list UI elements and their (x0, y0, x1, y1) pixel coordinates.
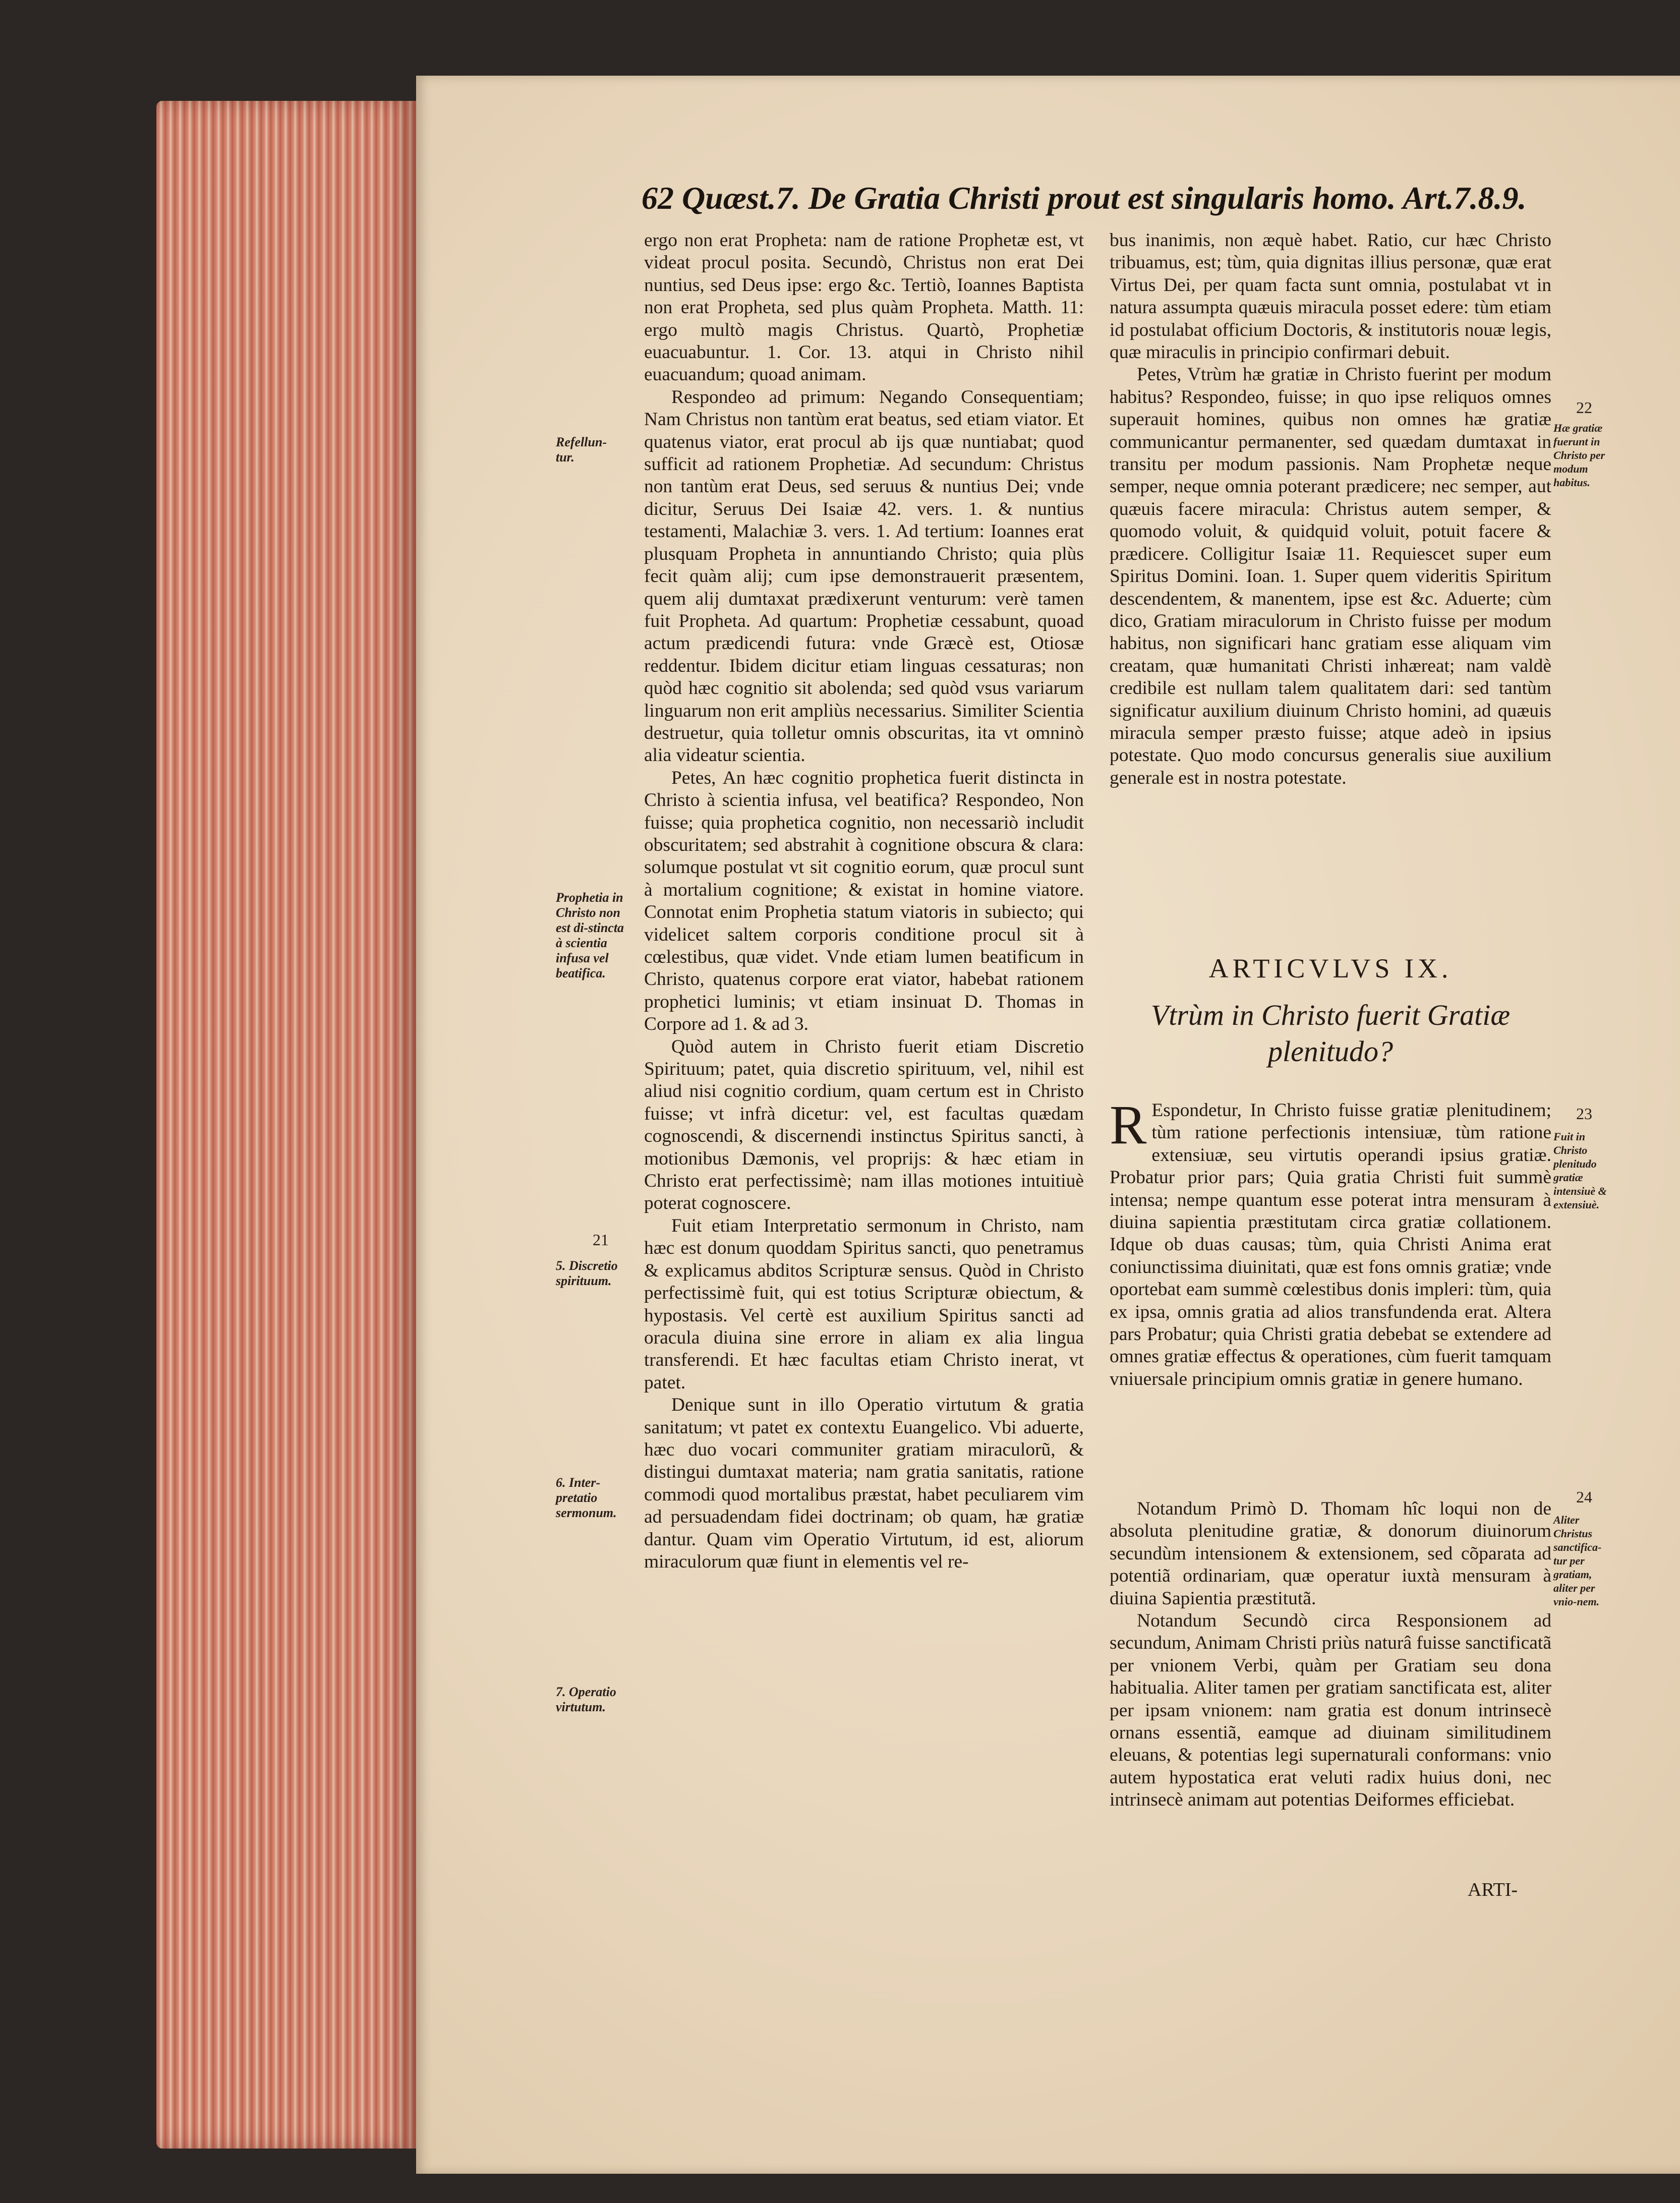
paragraph: Respondeo ad primum: Negando Consequentiam; Nam Christus non tantùm erat beatus, sed etiam viator. Et quatenus viator, erat procul ab ijs quæ nuntiabat; quod sufficit ad rationem Prophetiæ. Ad secundum: Christus non tantùm erat Deus, sed seruus & nuntius Dei; vnde dicitur, Seruus Dei Isaiæ 42. vers. 1. & nuntius testamenti, Malachiæ 3. vers. 1. Ad tertium: Ioannes erat plusquam Propheta in annuntiando Christo; quia plùs fecit quàm alij; cum ipse demonstrauerit præsentem, quem alij dumtaxat prædixerunt venturum: verè tamen fuit Propheta. Ad quartum: Prophetiæ cessabunt, quoad actum prædicendi futura: vnde Græcè est, Otiosæ reddentur. Ibidem dicitur etiam linguas cessaturas; non quòd hæc cognitio sit abolenda; sed quòd vsus variarum linguarum non erit ampliùs necessarius. Similiter Scientia destruetur, quia tolletur omnis obscuritas, ita vt omninò alia videatur scientia. (644, 386, 1084, 766)
running-header: 62 Quæst.7. De Gratia Christi prout est singularis homo. Art.7.8.9. (642, 180, 1527, 216)
article-response (1110, 1094, 1551, 1390)
right-column-top (1110, 229, 1551, 789)
article-notes (1110, 1498, 1551, 1812)
dropcap: R (1110, 1094, 1147, 1155)
margin-note: 7. Operatio virtutum. (556, 1685, 616, 1714)
article-question: Vtrùm in Christo fuerit Gratiæ plenitudo? (1150, 999, 1511, 1068)
article-heading (1110, 951, 1551, 1070)
paragraph: Petes, An hæc cognitio prophetica fuerit distincta in Christo à scientia infusa, vel beatifica? Respondeo, Non fuisse; quia prophetica cognitio, non necessariò includit obscuritatem; sed abstrahit à cognitione obscura & clara: solumque postulat vt sit cognitio eorum, quæ procul sunt à mortalium cognitione; & existat in homine viatore. Connotat enim Prophetia statum viatoris in subiecto; qui videlicet saltem corporis conditione procul sit à cœlestibus, quæ videt. Vnde etiam lumen beatificum in Christo, quatenus corpore erat viator, habebat rationem prophetici luminis; vt etiam insinuat D. Thomas in Corpore ad 1. & ad 3. (644, 767, 1084, 1035)
paragraph: Fuit etiam Interpretatio sermonum in Christo, nam hæc est donum quoddam Spiritus sancti, quo penetramus & explicamus abditos Scripturæ sensus. Quòd in Christo perfectissimè fuit, qui est totius Scripturæ obiectum, & hypostasis. Vel certè est auxilium Spiritus sancti ad oracula diuina sine errore in aliam ex alia lingua transferendi. Et hæc facultas etiam Christo inerat, vt patet. (644, 1215, 1084, 1393)
margin-number: 24 (1576, 1488, 1592, 1506)
paragraph: bus inanimis, non æquè habet. Ratio, cur hæc Christo tribuamus, est; tùm, quia dignitas illius personæ, quæ erat Virtus Dei, per quam facta sunt omnia, postulabat vt in natura assumpta quæuis miracula posset edere: tùm etiam id postulabat officium Doctoris, & institutoris nouæ legis, quæ miraculis in principio confirmari debuit. (1110, 230, 1551, 363)
margin-note: Prophetia in Christo non est di-stincta à scientia infusa vel beatifica. (556, 890, 624, 980)
margin-number: 21 (593, 1231, 609, 1249)
margin-note: 5. Discretio spirituum. (556, 1258, 618, 1288)
paragraph: ergo non erat Propheta: nam de ratione Prophetæ est, vt videat procul posita. Secundò, Christus non erat Dei nuntius, sed Deus ipse: ergo &c. Tertiò, Ioannes Baptista non erat Propheta, sed plus quàm Propheta. Matth. 11: ergo multò magis Christus. Quartò, Prophetiæ euacuabuntur. 1. Cor. 13. atqui in Christo nihil euacuandum; quoad animam. (644, 230, 1084, 385)
left-column (644, 229, 1084, 1573)
page-edges (156, 101, 419, 2149)
margin-note: 6. Inter-pretatio sermonum. (556, 1475, 617, 1520)
margin-number: 23 (1576, 1105, 1592, 1123)
margin-note: Hæ gratiæ fuerunt in Christo per modum habitus. (1553, 422, 1605, 489)
catchword: ARTI- (1468, 1879, 1518, 1900)
article-title: ARTICVLVS IX. (1208, 953, 1453, 983)
paragraph: Notandum Primò D. Thomam hîc loqui non de absoluta plenitudine gratiæ, & donorum diuinorum secundùm intensionem & extensionem, sed cõparata ad potentiã ordinariam, quæ operatur iuxtà mensuram à diuina Sapientia præstitutã. (1110, 1498, 1551, 1609)
paragraph: Petes, Vtrùm hæ gratiæ in Christo fuerint per modum habitus? Respondeo, fuisse; in quo ipse reliquos omnes superauit homines, quibus non omnes hæ gratiæ communicantur permanenter, sed quædam dumtaxat in transitu per modum passionis. Nam Prophetæ neque semper, neque omnia poterant prædicere; nec semper, aut quæuis facere miracula: Christus autem semper, & quomodo voluit, & quidquid voluit, potuit facere & prædicere. Colligitur Isaiæ 11. Requiescet super eum Spiritus Domini. Ioan. 1. Super quem videritis Spiritum descendentem, & manentem, ipse est &c. Aduerte; cùm dico, Gratiam miraculorum in Christo fuisse per modum habitus, non significari hanc gratiam esse aliquam vim creatam, quæ humanitati Christi inhæreat; nam valdè credibile est nullam talem qualitatem dari: sed tantùm significatur auxilium diuinum Christo homini, ad quæuis miracula semper præsto fuisse; atque adeò in ipsius potestate. Quo modo concursus generalis siue auxilium generale est in nostra potestate. (1110, 364, 1551, 788)
margin-number: 22 (1576, 398, 1592, 417)
paragraph: Espondetur, In Christo fuisse gratiæ plenitudinem; tùm ratione perfectionis intensiuæ, tùm ratione extensiuæ, seu virtutis operandi ipsius gratiæ. Probatur prior pars; Quia gratia Christi fuit summè intensa; nempe quantum esse poterat intra mensuram à diuina sapientia præstitutam circa gratiæ collationem. Idque ob duas causas; tùm, quia Christi Anima erat coniunctissima diuinitati, quæ est fons omnis gratiæ; vnde oportebat eam summè cœlestibus donis impleri: tùm, quia ex ipsa, omnis gratia ad alios transfundenda erat. Altera pars Probatur; quia Christi gratia debebat se extendere ad omnes gratiæ effectus & operationes, cùm fuerit tamquam vniuersale principium omnis gratiæ in genere humano. (1110, 1100, 1551, 1389)
margin-note: Refellun-tur. (556, 435, 607, 465)
paragraph: Quòd autem in Christo fuerit etiam Discretio Spirituum; patet, quia discretio spirituum, vel, nihil est aliud nisi cognitio cordium, quam certum est in Christo fuisse; vt infrà dicetur: vel, est facultas quædam cognoscendi, & discernendi instinctus Spiritus sancti, à motionibus Dæmonis, vel proprijs: & hæc etiam in Christo erat perfectissimè; nam illas motiones intuitiuè poterat cognoscere. (644, 1036, 1084, 1214)
paragraph: Denique sunt in illo Operatio virtutum & gratia sanitatum; vt patet ex contextu Euangelico. Vbi aduerte, hæc duo vocari communiter gratiam miraculorũ, & distingui dumtaxat materia; nam gratia sanitatis, ratione commodi quod mortalibus præstat, habet peculiarem vim ad persuadendam fidei doctrinam; ob quam, hæ gratiæ dantur. Quam vim Operatio Virtutum, id est, aliorum miraculorum quæ fiunt in elementis vel re- (644, 1395, 1084, 1572)
margin-note: Aliter Christus sanctifica-tur per gratiam, aliter per vnio-nem. (1553, 1514, 1602, 1608)
margin-note: Fuit in Christo plenitudo gratiæ intensiuè & extensiuè. (1553, 1130, 1607, 1211)
paragraph: Notandum Secundò circa Responsionem ad secundum, Animam Christi priùs naturâ fuisse sanctificatã per vnionem Verbi, quàm per Gratiam seu dona habitualia. Aliter tamen per gratiam sanctificata est, aliter per ipsam vnionem: nam gratia est donum intrinsecè ornans essentiã, eamque ad diuinam similitudinem eleuans, & potentias legi supernaturali conformans: vnio autem hypostatica erat veluti radix huius doni, nec intrinsecè animam aut potentias Deiformes efficiebat. (1110, 1610, 1551, 1811)
